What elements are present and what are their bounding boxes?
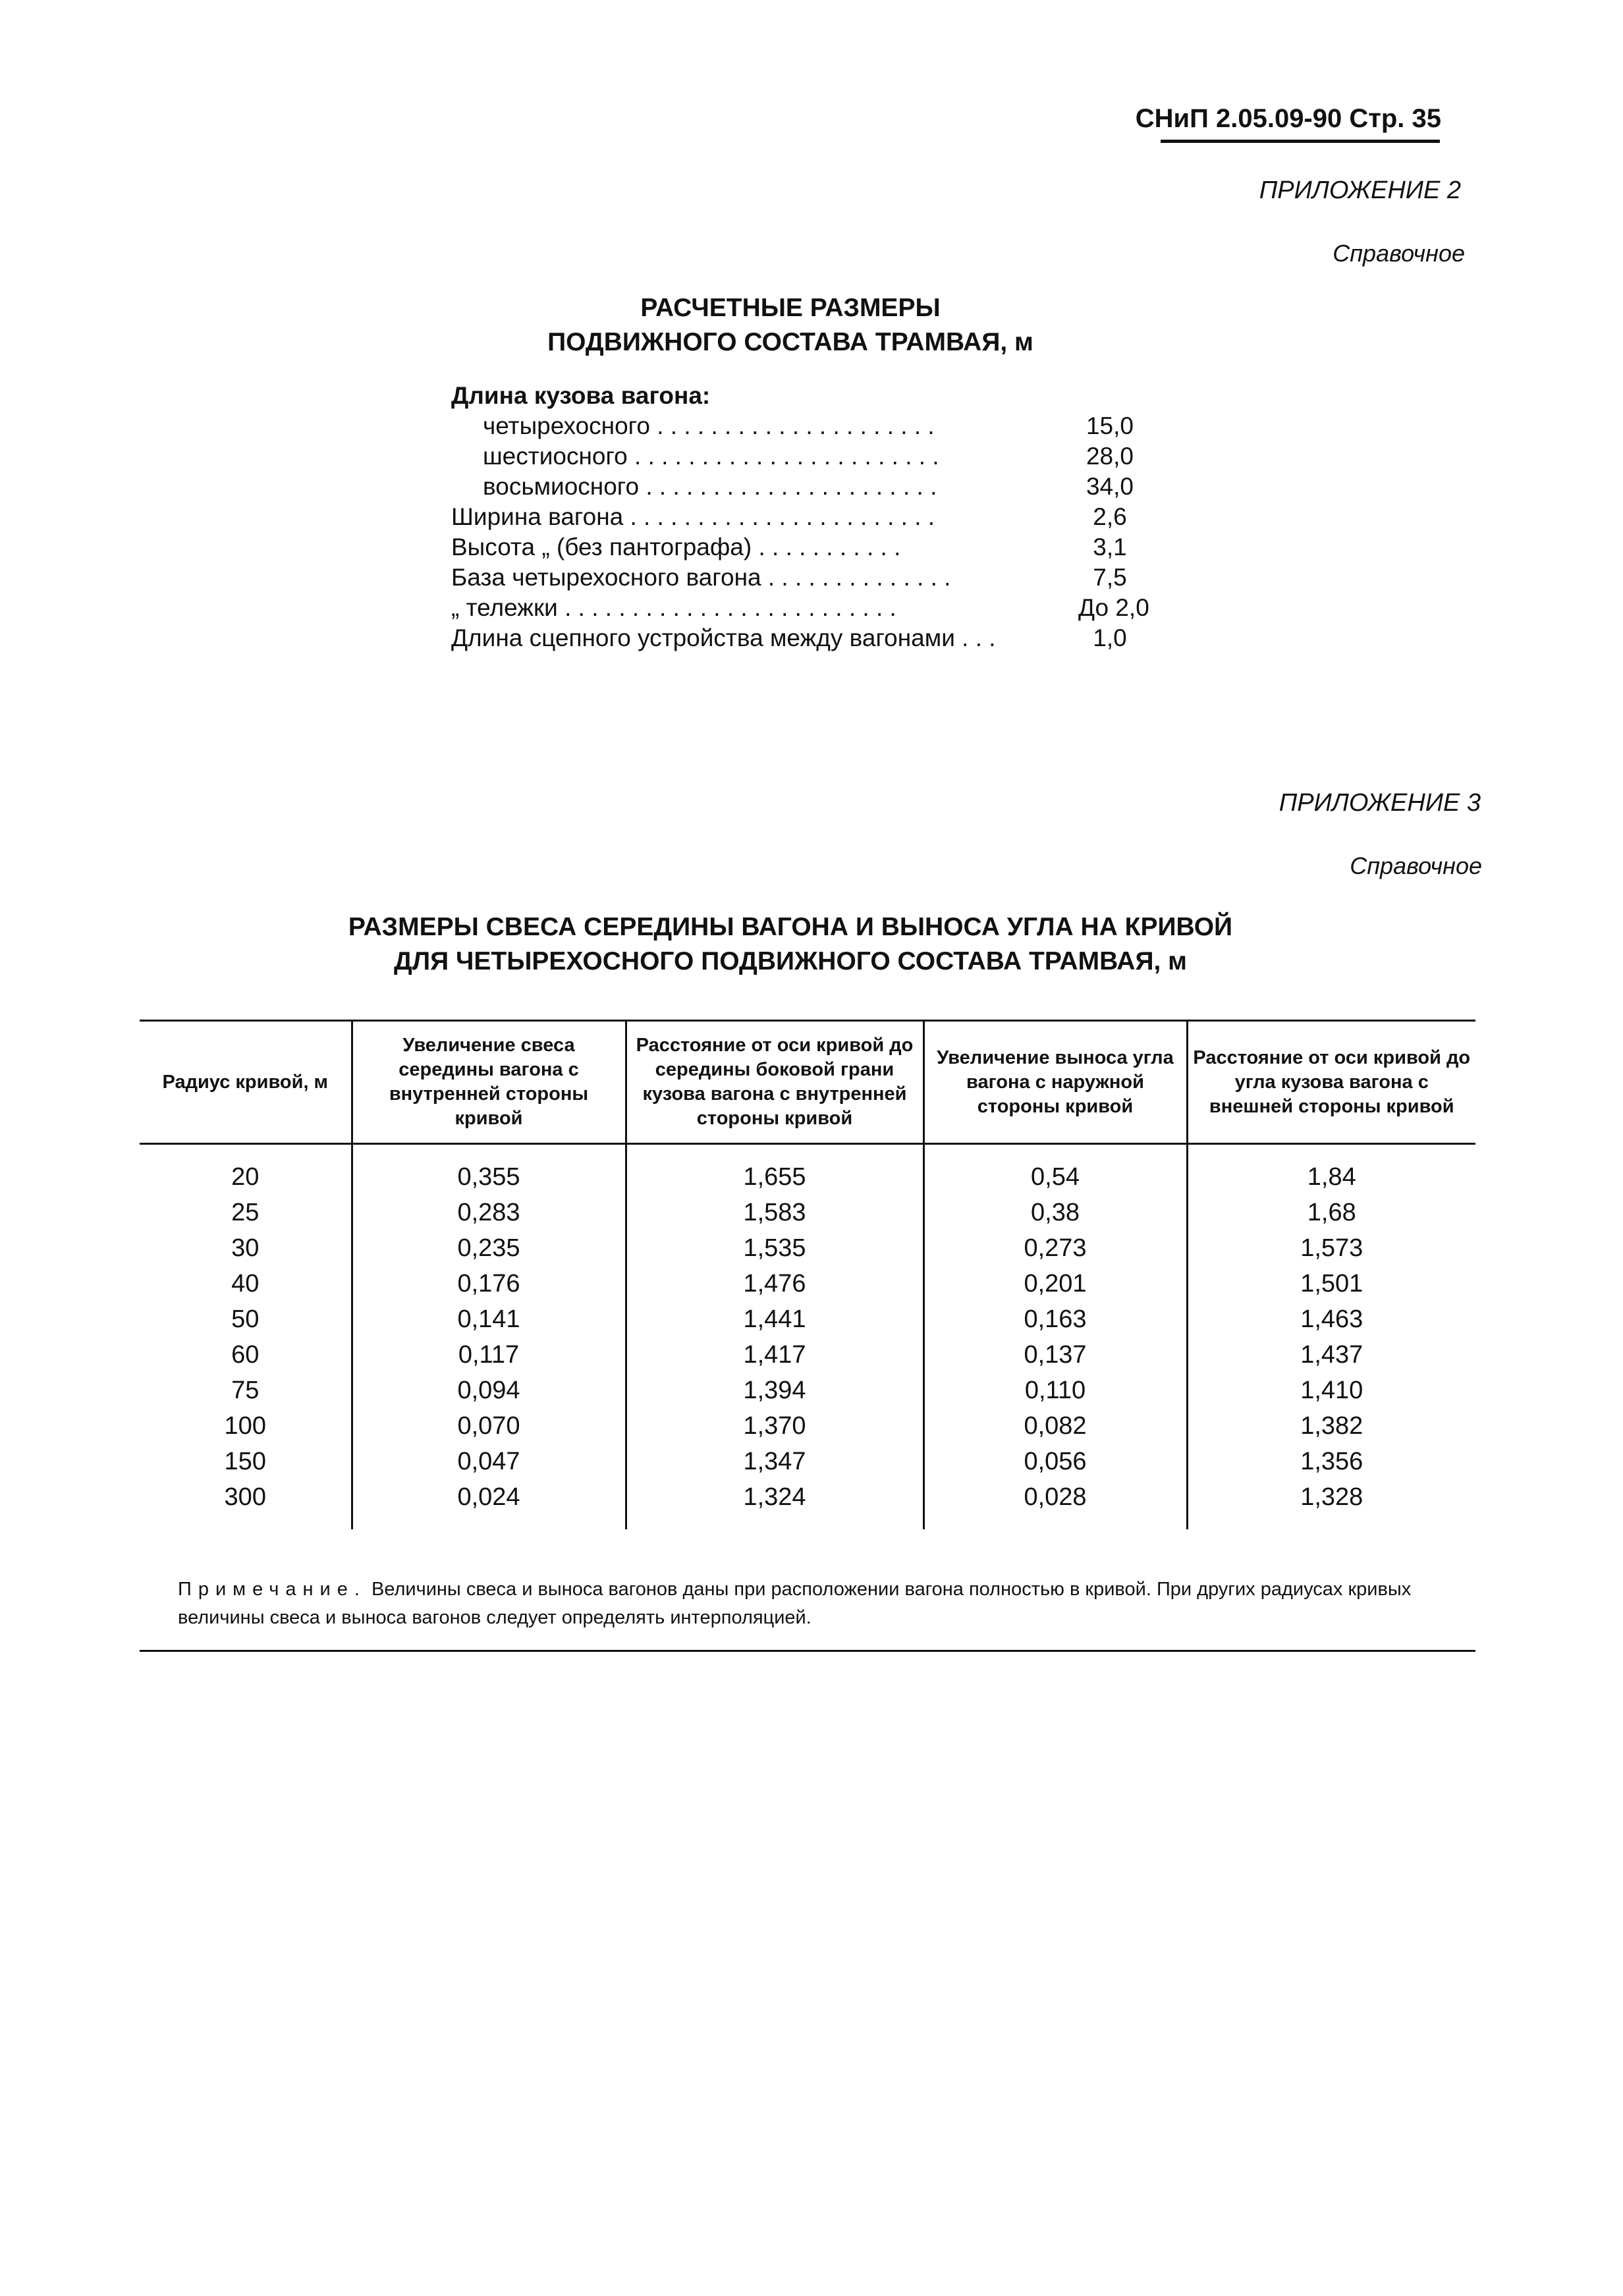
note-text: Величины свеса и выноса вагонов даны при расположении вагона полностью в кривой. При других радиусах кривых величины свеса и выноса вагонов следует определять интерполяцией.	[178, 1579, 1412, 1628]
dimension-row	[451, 441, 1149, 472]
dimension-row	[451, 593, 1149, 623]
dimension-group-label: Длина кузова вагона:	[451, 382, 711, 409]
column-header-inner-distance: Расстояние от оси кривой до середины боковой грани кузова вагона с внутренней стороны кривой	[626, 1021, 923, 1144]
dimension-value: 3,1	[1093, 533, 1127, 560]
cell-radius: 40	[231, 1270, 260, 1298]
appendix2-reference: Справочное	[1333, 240, 1465, 267]
cell-inner-overhang: 0,355	[352, 1144, 626, 1195]
table-row	[140, 1301, 1475, 1337]
cell-outer-corner: 0,201	[923, 1266, 1187, 1301]
cell-outer-distance: 1,382	[1187, 1408, 1475, 1444]
table-row	[140, 1195, 1475, 1230]
cell-inner-distance: 1,417	[626, 1337, 923, 1373]
appendix2-title	[507, 291, 1074, 360]
appendix3-label: ПРИЛОЖЕНИЕ 3	[1279, 789, 1481, 817]
dimension-label: Ширина вагона . . . . . . . . . . . . . . . . . . . . . . .	[451, 503, 935, 530]
dimension-label: База четырехосного вагона . . . . . . . . . . . . . .	[451, 564, 951, 591]
dimension-row	[451, 562, 1149, 593]
cell-inner-distance: 1,583	[626, 1195, 923, 1230]
table-row	[140, 1230, 1475, 1266]
header-underline	[1161, 140, 1440, 143]
cell-outer-corner: 0,137	[923, 1337, 1187, 1373]
table-row	[140, 1337, 1475, 1373]
table-row	[140, 1144, 1475, 1195]
cell-outer-distance: 1,437	[1187, 1337, 1475, 1373]
cell-inner-overhang: 0,141	[352, 1301, 626, 1337]
cell-outer-corner: 0,056	[923, 1444, 1187, 1479]
cell-outer-distance: 1,84	[1187, 1144, 1475, 1195]
cell-radius: 300	[224, 1483, 266, 1511]
cell-outer-corner: 0,163	[923, 1301, 1187, 1337]
column-header-radius: Радиус кривой, м	[140, 1021, 352, 1144]
appendix2-label: ПРИЛОЖЕНИЕ 2	[1259, 177, 1461, 204]
cell-inner-overhang: 0,070	[352, 1408, 626, 1444]
table-note	[178, 1575, 1489, 1632]
dimension-label: шестиосного . . . . . . . . . . . . . . . . . . . . . . .	[483, 443, 939, 470]
dimension-label: четырехосного . . . . . . . . . . . . . . . . . . . . .	[483, 412, 935, 439]
table-row	[140, 1479, 1475, 1529]
dimension-label: Высота „ (без пантографа) . . . . . . . . . . .	[451, 533, 901, 560]
cell-inner-distance: 1,347	[626, 1444, 923, 1479]
table-row	[140, 1373, 1475, 1408]
note-label: Примечание.	[178, 1579, 366, 1600]
bottom-divider	[140, 1650, 1475, 1652]
cell-inner-distance: 1,535	[626, 1230, 923, 1266]
cell-radius: 20	[231, 1163, 260, 1191]
cell-outer-distance: 1,463	[1187, 1301, 1475, 1337]
appendix3-reference: Справочное	[1350, 852, 1482, 879]
table-header-row	[140, 1021, 1475, 1144]
cell-outer-corner: 0,110	[923, 1373, 1187, 1408]
cell-inner-distance: 1,370	[626, 1408, 923, 1444]
document-page-header: СНиП 2.05.09-90 Стр. 35	[1135, 104, 1441, 133]
dimension-value: До 2,0	[1078, 594, 1149, 621]
dimension-row	[451, 532, 1149, 562]
appendix2-title-line2: ПОДВИЖНОГО СОСТАВА ТРАМВАЯ, м	[547, 328, 1033, 356]
dimension-row	[451, 502, 1149, 532]
cell-outer-distance: 1,68	[1187, 1195, 1475, 1230]
cell-outer-distance: 1,328	[1187, 1479, 1475, 1529]
dimension-value: 7,5	[1093, 564, 1127, 591]
cell-radius: 100	[224, 1412, 266, 1440]
cell-outer-corner: 0,273	[923, 1230, 1187, 1266]
cell-inner-distance: 1,394	[626, 1373, 923, 1408]
cell-outer-corner: 0,028	[923, 1479, 1187, 1529]
cell-outer-distance: 1,356	[1187, 1444, 1475, 1479]
cell-inner-overhang: 0,094	[352, 1373, 626, 1408]
overhang-table	[140, 1020, 1475, 1529]
dimension-label: восьмиосного . . . . . . . . . . . . . . . . . . . . . .	[483, 473, 937, 500]
dimension-value: 28,0	[1086, 443, 1134, 470]
dimension-label: Длина сцепного устройства между вагонами . . .	[451, 624, 996, 651]
appendix2-title-line1: РАСЧЕТНЫЕ РАЗМЕРЫ	[640, 294, 941, 322]
cell-outer-corner: 0,54	[923, 1144, 1187, 1195]
appendix3-title-line2: ДЛЯ ЧЕТЫРЕХОСНОГО ПОДВИЖНОГО СОСТАВА ТРАМВАЯ, м	[393, 947, 1188, 975]
cell-inner-distance: 1,324	[626, 1479, 923, 1529]
cell-outer-distance: 1,573	[1187, 1230, 1475, 1266]
cell-inner-overhang: 0,235	[352, 1230, 626, 1266]
dimension-value: 1,0	[1093, 624, 1127, 651]
cell-inner-overhang: 0,283	[352, 1195, 626, 1230]
dimension-row	[451, 411, 1149, 441]
cell-radius: 150	[224, 1448, 266, 1475]
cell-inner-overhang: 0,117	[352, 1337, 626, 1373]
cell-outer-distance: 1,501	[1187, 1266, 1475, 1301]
dimension-value: 15,0	[1086, 412, 1134, 439]
cell-radius: 25	[231, 1199, 260, 1226]
cell-radius: 30	[231, 1234, 260, 1262]
dimension-value: 34,0	[1086, 473, 1134, 500]
table-row	[140, 1408, 1475, 1444]
cell-outer-corner: 0,082	[923, 1408, 1187, 1444]
rolling-stock-dimensions-list	[451, 381, 1149, 653]
cell-inner-distance: 1,441	[626, 1301, 923, 1337]
cell-inner-distance: 1,655	[626, 1144, 923, 1195]
cell-inner-overhang: 0,176	[352, 1266, 626, 1301]
column-header-inner-overhang: Увеличение свеса середины вагона с внутренней стороны кривой	[352, 1021, 626, 1144]
table-row	[140, 1444, 1475, 1479]
column-header-outer-corner: Увеличение выноса угла вагона с наружной стороны кривой	[923, 1021, 1187, 1144]
cell-radius: 60	[231, 1341, 260, 1369]
dimension-row	[451, 472, 1149, 502]
dimension-label: „ тележки . . . . . . . . . . . . . . . . . . . . . . . . .	[451, 594, 896, 621]
cell-outer-corner: 0,38	[923, 1195, 1187, 1230]
cell-outer-distance: 1,410	[1187, 1373, 1475, 1408]
column-header-outer-distance: Расстояние от оси кривой до угла кузова вагона с внешней стороны кривой	[1187, 1021, 1475, 1144]
cell-radius: 50	[231, 1305, 260, 1333]
cell-inner-overhang: 0,047	[352, 1444, 626, 1479]
dimension-row	[451, 623, 1149, 653]
cell-inner-distance: 1,476	[626, 1266, 923, 1301]
appendix3-title-line1: РАЗМЕРЫ СВЕСА СЕРЕДИНЫ ВАГОНА И ВЫНОСА УГЛА НА КРИВОЙ	[348, 913, 1233, 941]
table-body	[140, 1144, 1475, 1530]
cell-inner-overhang: 0,024	[352, 1479, 626, 1529]
appendix3-title	[263, 910, 1317, 979]
dimension-value: 2,6	[1093, 503, 1127, 530]
cell-radius: 75	[231, 1377, 260, 1404]
table-row	[140, 1266, 1475, 1301]
